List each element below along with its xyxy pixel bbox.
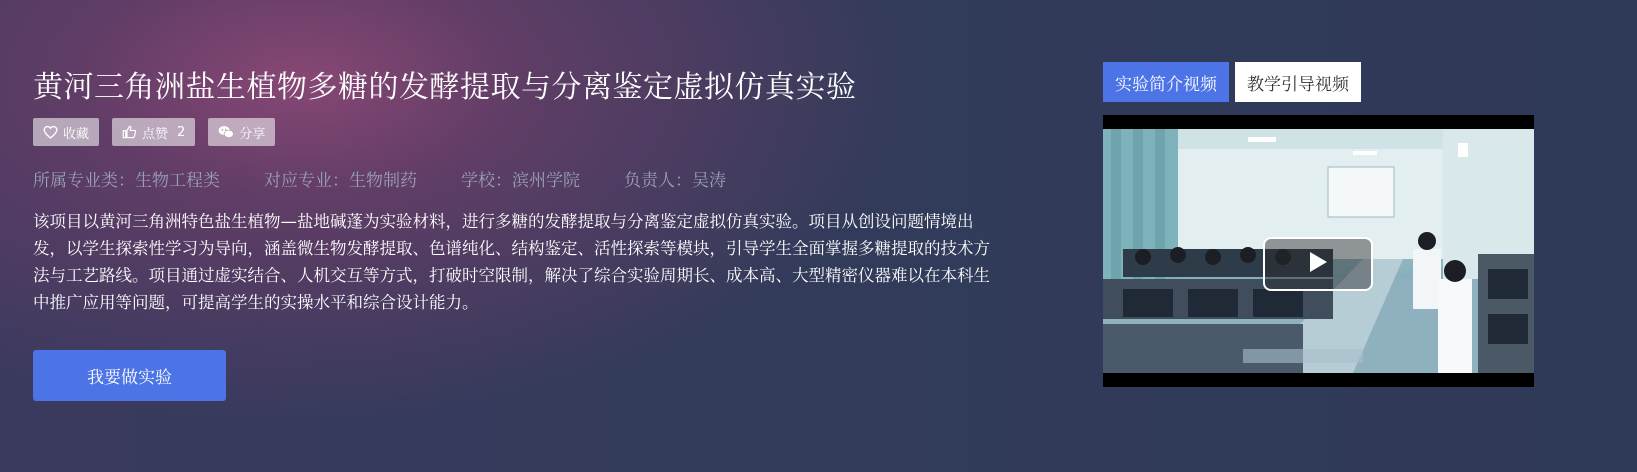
tab-teaching-video[interactable]: 教学引导视频 (1235, 62, 1361, 102)
play-icon (1307, 250, 1329, 278)
meta-category: 所属专业类：生物工程类 (33, 171, 220, 191)
do-experiment-button[interactable]: 我要做实验 (33, 350, 226, 401)
project-meta (33, 166, 726, 191)
project-description: 该项目以黄河三角洲特色盐生植物—盐地碱蓬为实验材料，进行多糖的发酵提取与分离鉴定虚拟仿真实验。项目从创设问题情境出发，以学生探索性学习为导向，涵盖微生物发酵提取、色谱纯化、结构鉴定、活性探索等模块，引导学生全面掌握多糖提取的技术方法与工艺路线。项目通过虚实结合、人机交互等方式，打破时空限制，解决了综合实验周期长、成本高、大型精密仪器难以在本科生中推广应用等问题，可提高学生的实操水平和综合设计能力。 (33, 212, 990, 312)
play-button[interactable] (1263, 237, 1373, 291)
like-button[interactable] (112, 118, 195, 146)
wechat-icon (218, 125, 234, 139)
like-count: 2 (177, 124, 186, 140)
video-tabs (1103, 62, 1361, 102)
meta-major: 对应专业：生物制药 (264, 171, 417, 191)
video-thumbnail (1103, 129, 1534, 373)
thumbs-up-icon (122, 125, 137, 139)
meta-leader: 负责人：吴涛 (624, 171, 726, 191)
meta-school: 学校：滨州学院 (461, 171, 580, 191)
like-label: 点赞 (142, 126, 169, 142)
heart-icon (43, 125, 58, 139)
tab-intro-video[interactable]: 实验简介视频 (1103, 62, 1229, 102)
favorite-label: 收藏 (63, 126, 90, 142)
video-player[interactable] (1103, 115, 1534, 387)
page-title: 黄河三角洲盐生植物多糖的发酵提取与分离鉴定虚拟仿真实验 (33, 70, 857, 105)
favorite-button[interactable] (33, 118, 99, 146)
action-buttons (33, 118, 275, 146)
share-button[interactable] (208, 118, 275, 146)
share-label: 分享 (239, 126, 266, 142)
